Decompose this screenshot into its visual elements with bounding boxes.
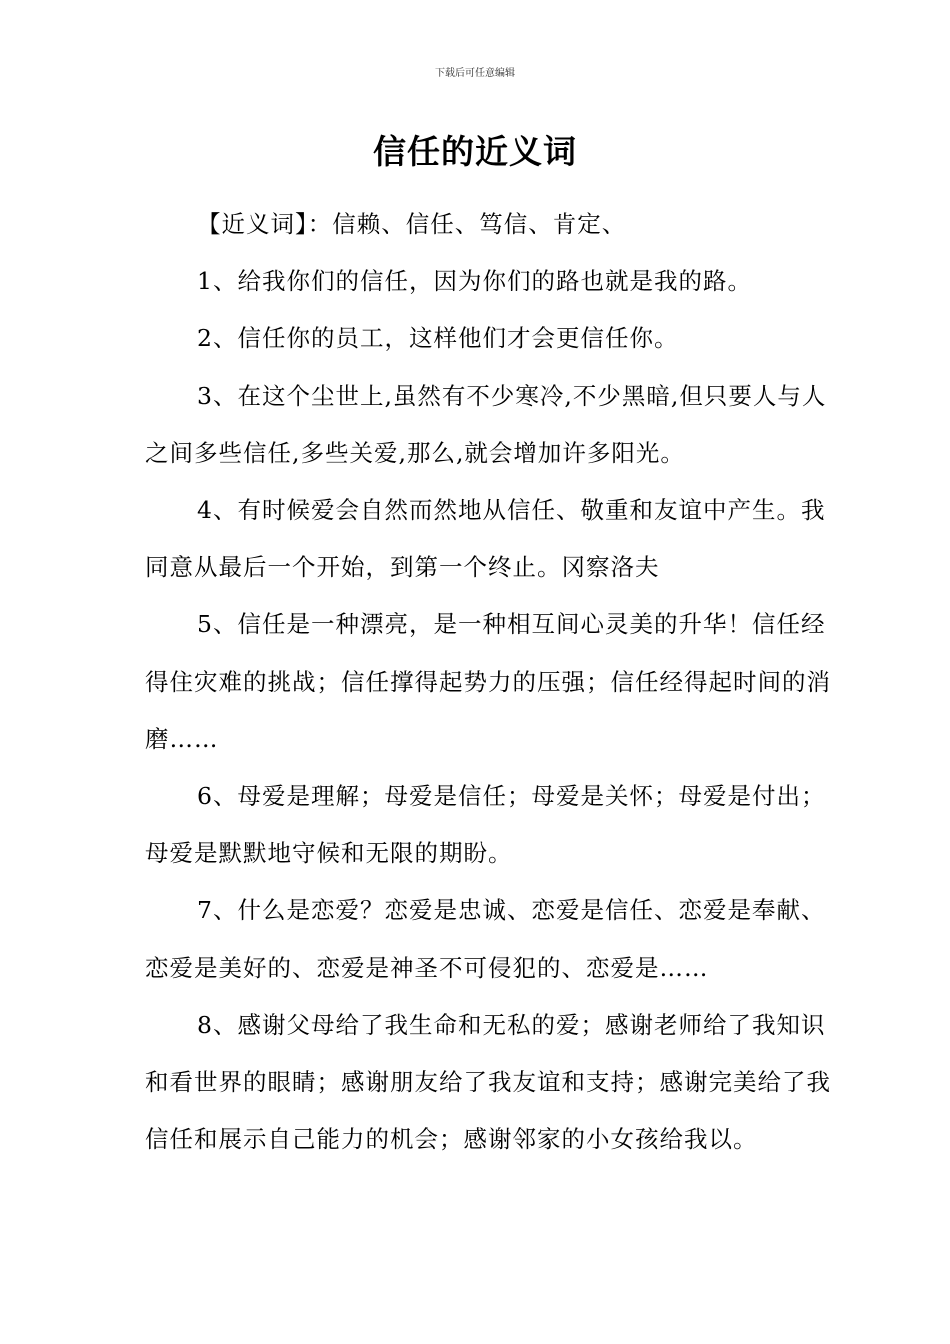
paragraph-synonyms: 【近义词】：信赖、信任、笃信、肯定、 xyxy=(197,210,627,238)
document-body xyxy=(145,196,835,1168)
paragraph-item-4: 4、有时候爱会自然而然地从信任、敬重和友谊中产生。我同意从最后一个开始，到第一个终止。冈察洛夫 xyxy=(145,496,826,582)
paragraph-item-8: 8、感谢父母给了我生命和无私的爱；感谢老师给了我知识和看世界的眼睛；感谢朋友给了我友谊和支持；感谢完美给了我信任和展示自己能力的机会；感谢邻家的小女孩给我以。 xyxy=(145,1010,831,1154)
page-title: 信任的近义词 xyxy=(373,132,577,171)
header-note: 下载后可任意编辑 xyxy=(435,68,515,79)
paragraph-item-2: 2、信任你的员工，这样他们才会更信任你。 xyxy=(197,324,679,353)
paragraph-item-1: 1、给我你们的信任，因为你们的路也就是我的路。 xyxy=(197,267,752,296)
paragraph-item-7: 7、什么是恋爱？恋爱是忠诚、恋爱是信任、恋爱是奉献、恋爱是美好的、恋爱是神圣不可侵犯的、恋爱是…… xyxy=(145,896,826,982)
paragraph-item-6: 6、母爱是理解；母爱是信任；母爱是关怀；母爱是付出；母爱是默默地守候和无限的期盼。 xyxy=(145,782,826,868)
paragraph-item-5: 5、信任是一种漂亮，是一种相互间心灵美的升华！信任经得住灾难的挑战；信任撑得起势力的压强；信任经得起时间的消磨…… xyxy=(145,610,831,753)
paragraph-item-3: 3、在这个尘世上,虽然有不少寒冷,不少黑暗,但只要人与人之间多些信任,多些关爱,那么,就会增加许多阳光。 xyxy=(145,381,827,467)
